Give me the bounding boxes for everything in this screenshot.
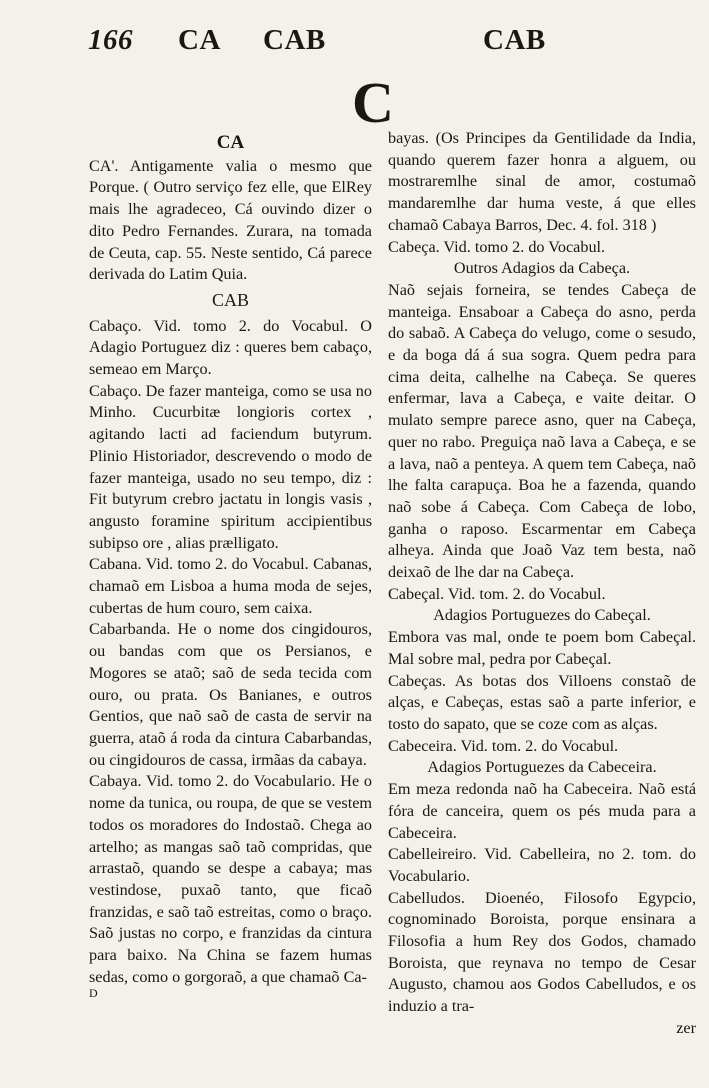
footer-signature-mark: D <box>89 986 98 1000</box>
dictionary-entry: Cabeceira. Vid. tom. 2. do Vocabul. <box>388 736 619 755</box>
dictionary-entry: Cabaço. De fazer manteiga, como se usa no Minho. Cucurbitæ longioris cortex , agitando lacti ad faciendum butyrum. Plinio Historiador, descrevendo o modo de fazer manteiga, usado no seu tempo, diz : Fit butyrum crebro jactatu in longis vasis , angusto foramine spiritum accipientibus subipso ore , alias prælligato. <box>89 381 372 552</box>
dictionary-entry: Cabelludos. Dioenéo, Filosofo Egypcio, cognominado Boroista, porque ensinara a Filosofia a hum Rey dos Godos, chamado Boroista, que reynava no tempo de Cesar Augusto, chamou aos Godos Cabelludos, e os induzio a tra- <box>388 888 696 1016</box>
running-head-left-2: CAB <box>263 24 326 56</box>
dictionary-entry: Outros Adagios da Cabeça. <box>453 259 631 278</box>
dictionary-entry: Cabaya. Vid. tomo 2. do Vocabulario. He o nome da tunica, ou roupa, de que se vestem todos os moradores do Indostaõ. Chega ao artelho; as mangas saõ taõ compridas, que arrastaõ, quando se despe a cabaya; mas vestindose, puxaõ tanto, que ficaõ franzidas, e saõ taõ estreitas, como o braço. Saõ justas no corpo, e franzidas da cintura para baixo. Na China se fazem humas sedas, como o gorgoraõ, a que chamaõ Ca- <box>89 772 372 986</box>
dictionary-entry: bayas. (Os Principes da Gentilidade da India, quando querem fazer honra a alguem, ou mostraremlhe sinal de amor, costumaõ mandaremlhe dar huma veste, á que elles chamaõ Cabaya Barros, Dec. 4. fol. 318 ) <box>388 129 696 234</box>
dictionary-entry: CA <box>216 132 245 153</box>
dictionary-entry: Embora vas mal, onde te poem bom Cabeçal. Mal sobre mal, pedra por Cabeçal. <box>388 628 696 668</box>
dictionary-entry: Cabarbanda. He o nome dos cingidouros, ou bandas com que os Persianos, e Mogores se ataõ; saõ de seda tecida com ouro, ou prata. Os Banianes, e outros Gentios, que naõ saõ de casta de servir na guerra, ataõ á roda da cintura Cabarbandas, ou cingidouros de cassa, irmãas da cabaya. <box>89 620 372 769</box>
dictionary-entry: Adagios Portuguezes do Cabeçal. <box>433 606 651 625</box>
dictionary-entry: CAB <box>211 289 249 310</box>
dictionary-entry: CA'. Antigamente valia o mesmo que Porque. ( Outro serviço fez elle, que ElRey mais lhe agradeceo, Cá ouvindo dizer o dito Pedro Fernandes. Zurara, na tomada de Ceuta, cap. 55. Neste sentido, Cá parece derivada do Latim Quia. <box>89 156 372 284</box>
left-column <box>89 128 372 988</box>
running-head-right: CAB <box>483 24 546 56</box>
dictionary-entry: Cabeçal. Vid. tom. 2. do Vocabul. <box>388 584 606 603</box>
dictionary-entry: Cabaço. Vid. tomo 2. do Vocabul. O Adagio Portuguez diz : queres bem cabaço, semeao em Março. <box>89 316 372 379</box>
right-column <box>388 128 696 1040</box>
page-number: 166 <box>88 24 133 56</box>
dictionary-entry: Adagios Portuguezes da Cabeceira. <box>427 758 657 777</box>
dictionary-entry: zer <box>676 1018 696 1037</box>
section-letter: C <box>352 70 394 135</box>
dictionary-entry: Cabana. Vid. tomo 2. do Vocabul. Cabanas, chamaõ em Lisboa a huma moda de sejes, cubertas de hum couro, sem caixa. <box>89 555 372 617</box>
running-head-left-1: CA <box>178 24 221 56</box>
dictionary-entry: Cabeças. As botas dos Villoens constaõ de alças, e Cabeças, estas saõ a parte inferior, e tosto do sapato, que se coze com as alças. <box>388 671 696 733</box>
dictionary-entry: Em meza redonda naõ ha Cabeceira. Naõ está fóra de canceira, quem os pés muda para a Cabeceira. <box>388 780 696 842</box>
dictionary-entry: Naõ sejais forneira, se tendes Cabeça de manteiga. Ensaboar a Cabeça do asno, perda do sabaõ. A Cabeça do velugo, come o sesudo, e da boga dá á sua sogra. Quem pedra para cima deita, calhelhe na Cabeça. Se queres enfermar, lava a Cabeça, e vaite deitar. O mulato sempre parece asno, quer na Cabeça, quer no rabo. Preguiça naõ lava a Cabeça, e se a lava, naõ a penteya. A quem tem Cabeça, naõ lhe falta carapuça. Boa he a fazenda, quando naõ sobe á Cabeça. Com Cabeça de lobo, ganha o raposo. Escarmentar em Cabeça alheya. Ainda que Joaõ Vaz tem besta, naõ deixaõ de lhe dar na Cabeça. <box>388 280 696 582</box>
dictionary-entry: Cabelleireiro. Vid. Cabelleira, no 2. tom. do Vocabulario. <box>388 845 696 885</box>
dictionary-entry: Cabeça. Vid. tomo 2. do Vocabul. <box>388 237 606 256</box>
